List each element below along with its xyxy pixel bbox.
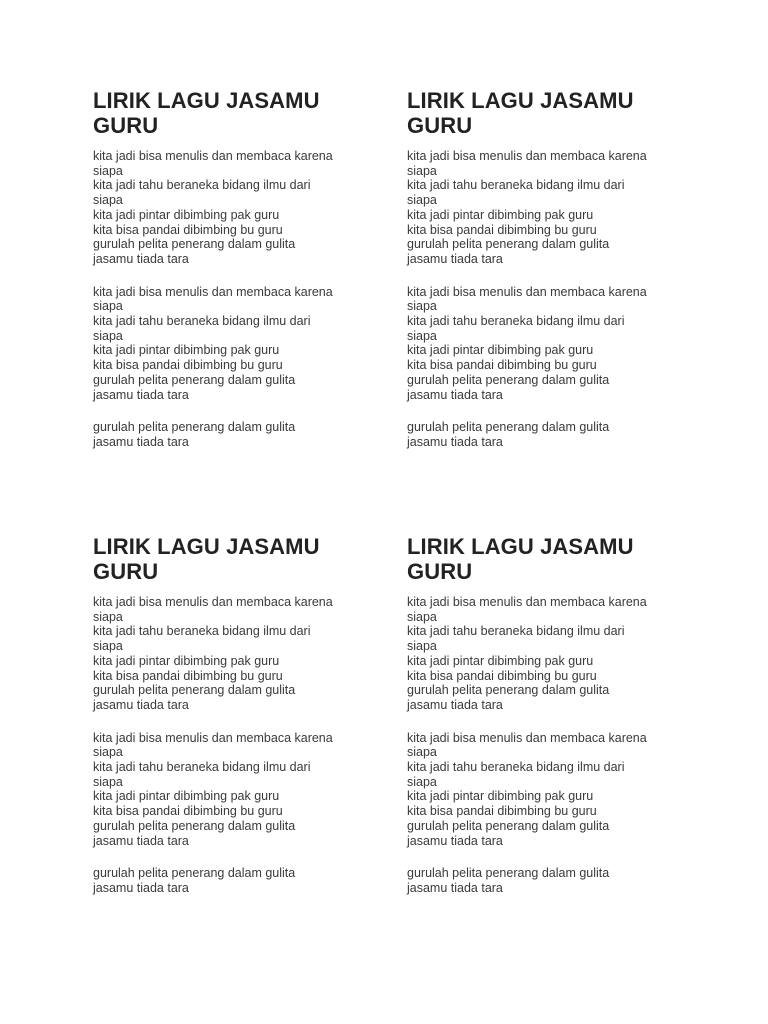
lyric-line: gurulah pelita penerang dalam gulita: [407, 683, 610, 698]
lyric-line: jasamu tiada tara: [407, 387, 503, 402]
lyric-line: kita jadi bisa menulis dan membaca karena: [93, 595, 333, 609]
lyric-line: kita jadi tahu beraneka bidang ilmu dari: [93, 178, 311, 193]
lyric-line: siapa: [93, 639, 123, 654]
lyric-line: jasamu tiada tara: [93, 880, 189, 895]
lyric-line: kita jadi bisa menulis dan membaca karena: [93, 284, 333, 299]
lyric-line: kita bisa pandai dibimbing bu guru: [93, 222, 283, 237]
lyric-line: siapa: [93, 193, 123, 208]
lyric-line: jasamu tiada tara: [407, 880, 503, 895]
stanza: [407, 149, 697, 267]
lyric-line: gurulah pelita penerang dalam gulita: [93, 237, 296, 252]
lyric-line: gurulah pelita penerang dalam gulita: [407, 866, 610, 881]
stanza: [93, 731, 383, 849]
lyric-line: jasamu tiada tara: [93, 697, 189, 712]
stanza: [93, 420, 383, 449]
lyric-line: gurulah pelita penerang dalam gulita: [407, 420, 610, 435]
lyric-line: kita jadi pintar dibimbing pak guru: [93, 343, 280, 358]
lyric-line: kita bisa pandai dibimbing bu guru: [407, 358, 597, 373]
lyric-line: jasamu tiada tara: [407, 251, 503, 266]
title-line: LIRIK LAGU JASAMU: [93, 534, 320, 559]
lyrics-card: [407, 534, 697, 896]
lyric-line: kita jadi pintar dibimbing pak guru: [407, 207, 594, 222]
lyric-line: gurulah pelita penerang dalam gulita: [93, 683, 296, 698]
lyric-line: siapa: [407, 745, 437, 760]
lyric-line: siapa: [407, 193, 437, 208]
lyric-line: jasamu tiada tara: [407, 833, 503, 848]
stanza: [407, 285, 697, 403]
lyric-line: siapa: [407, 328, 437, 343]
lyrics-card: [407, 88, 697, 450]
stanza: [93, 866, 383, 895]
lyric-line: kita jadi pintar dibimbing pak guru: [93, 653, 280, 668]
lyric-line: jasamu tiada tara: [407, 434, 503, 449]
lyric-line: kita bisa pandai dibimbing bu guru: [93, 804, 283, 819]
stanza: [407, 595, 697, 713]
lyric-line: siapa: [93, 774, 123, 789]
title-line: GURU: [93, 113, 159, 138]
lyric-line: jasamu tiada tara: [93, 833, 189, 848]
lyric-line: kita jadi bisa menulis dan membaca karena: [407, 149, 647, 163]
title-line: LIRIK LAGU JASAMU: [407, 534, 634, 559]
lyric-line: kita jadi bisa menulis dan membaca karena: [407, 284, 647, 299]
title-line: LIRIK LAGU JASAMU: [93, 88, 320, 113]
lyric-line: siapa: [407, 609, 437, 624]
lyric-line: siapa: [93, 299, 123, 314]
title-line: GURU: [407, 113, 473, 138]
lyric-line: kita bisa pandai dibimbing bu guru: [407, 222, 597, 237]
lyric-line: kita jadi tahu beraneka bidang ilmu dari: [407, 178, 625, 193]
lyric-line: kita bisa pandai dibimbing bu guru: [93, 668, 283, 683]
lyric-line: siapa: [407, 299, 437, 314]
lyric-line: siapa: [93, 328, 123, 343]
lyric-line: gurulah pelita penerang dalam gulita: [407, 818, 610, 833]
lyric-line: siapa: [93, 163, 123, 178]
lyric-line: kita jadi pintar dibimbing pak guru: [93, 789, 280, 804]
lyric-line: jasamu tiada tara: [93, 434, 189, 449]
lyric-line: kita jadi tahu beraneka bidang ilmu dari: [407, 624, 625, 639]
lyric-line: kita jadi tahu beraneka bidang ilmu dari: [93, 624, 311, 639]
title-line: GURU: [93, 559, 159, 584]
lyric-line: siapa: [407, 774, 437, 789]
stanza: [93, 149, 383, 267]
title-line: LIRIK LAGU JASAMU: [407, 88, 634, 113]
lyrics-card: [93, 88, 383, 450]
lyric-line: kita bisa pandai dibimbing bu guru: [407, 804, 597, 819]
lyric-line: gurulah pelita penerang dalam gulita: [93, 818, 296, 833]
lyric-line: kita bisa pandai dibimbing bu guru: [93, 358, 283, 373]
lyric-line: kita bisa pandai dibimbing bu guru: [407, 668, 597, 683]
lyric-line: gurulah pelita penerang dalam gulita: [93, 866, 296, 881]
lyric-line: kita jadi tahu beraneka bidang ilmu dari: [93, 314, 311, 329]
lyric-line: jasamu tiada tara: [93, 251, 189, 266]
lyric-line: kita jadi tahu beraneka bidang ilmu dari: [407, 760, 625, 775]
lyric-line: kita jadi pintar dibimbing pak guru: [93, 207, 280, 222]
stanza: [93, 285, 383, 403]
lyric-line: kita jadi pintar dibimbing pak guru: [407, 343, 594, 358]
lyric-line: gurulah pelita penerang dalam gulita: [407, 237, 610, 252]
lyric-line: kita jadi bisa menulis dan membaca karena: [407, 595, 647, 609]
lyric-line: kita jadi bisa menulis dan membaca karena: [407, 730, 647, 745]
lyrics-title: [407, 534, 697, 584]
lyric-line: gurulah pelita penerang dalam gulita: [407, 372, 610, 387]
lyric-line: kita jadi pintar dibimbing pak guru: [407, 653, 594, 668]
lyrics-title: [93, 534, 383, 584]
lyric-line: kita jadi bisa menulis dan membaca karena: [93, 149, 333, 163]
lyric-line: siapa: [407, 639, 437, 654]
lyric-line: jasamu tiada tara: [93, 387, 189, 402]
stanza: [407, 866, 697, 895]
lyric-line: siapa: [407, 163, 437, 178]
lyric-line: kita jadi tahu beraneka bidang ilmu dari: [93, 760, 311, 775]
stanza: [93, 595, 383, 713]
lyrics-card: [93, 534, 383, 896]
title-line: GURU: [407, 559, 473, 584]
lyrics-title: [407, 88, 697, 138]
stanza: [407, 731, 697, 849]
lyric-line: kita jadi tahu beraneka bidang ilmu dari: [407, 314, 625, 329]
lyrics-title: [93, 88, 383, 138]
lyric-line: siapa: [93, 609, 123, 624]
lyric-line: gurulah pelita penerang dalam gulita: [93, 420, 296, 435]
lyric-line: gurulah pelita penerang dalam gulita: [93, 372, 296, 387]
lyric-line: kita jadi bisa menulis dan membaca karena: [93, 730, 333, 745]
lyric-line: kita jadi pintar dibimbing pak guru: [407, 789, 594, 804]
lyric-line: jasamu tiada tara: [407, 697, 503, 712]
lyric-line: siapa: [93, 745, 123, 760]
stanza: [407, 420, 697, 449]
